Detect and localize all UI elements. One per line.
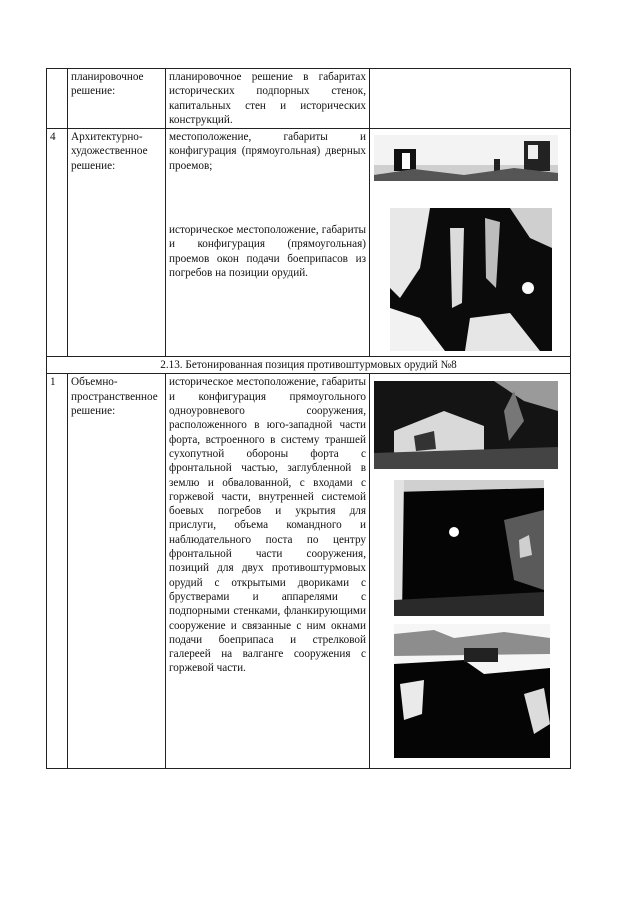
element-description	[166, 374, 370, 769]
row-number: 1	[47, 374, 68, 769]
photo-gun-position-1-image	[374, 381, 558, 469]
row-number	[47, 69, 68, 129]
table-row	[47, 374, 571, 769]
photo-cell	[370, 374, 571, 769]
element-name: Объемно-пространственное решение:	[68, 374, 166, 769]
description-paragraph: местоположение, габариты и конфигурация (прямоугольная) дверных проемов;	[169, 131, 366, 172]
element-description	[166, 129, 370, 357]
photo-cell	[370, 129, 571, 357]
section-heading: 2.13. Бетонированная позиция противоштурмовых орудий №8	[47, 357, 571, 374]
element-description	[166, 69, 370, 129]
element-name: планировочное решение:	[68, 69, 166, 129]
photo-door-openings	[374, 135, 558, 181]
description-paragraph: историческое местоположение, габариты и конфигурация (прямоугольная) проемов окон подачи боеприпасов из погребов на позиции орудий.	[169, 224, 366, 279]
photo-ammo-windows-image	[390, 208, 552, 351]
row-number: 4	[47, 129, 68, 357]
description-paragraph: историческое местоположение, габариты и конфигурация прямоугольного одноуровневого сооружения, расположенного в юго-западной части форта, встроенного в систему траншей сухопутной обороны форта с фронтальной частью, заглубленной в землю и обвалованной, с входами с горжевой части, внутренней системой боевых погребов и укрытия для прислуги, объема командного и наблюдательного поста по центру фронтальной части сооружения, позиций для двух противоштурмовых орудий с открытыми двориками с брустверами и аппарелями с подпорными стенками, фланкирующими сооружение и связанные с ним окнами подачи боеприпаса и стрелковой галереей на валганге сооружения с горжевой части.	[169, 376, 366, 675]
photo-gun-position-3-image	[394, 624, 550, 758]
photo-gun-position-2-image	[394, 480, 544, 616]
photo-cell	[370, 69, 571, 129]
photo-ammo-windows	[390, 208, 552, 351]
photo-gun-position-2	[394, 480, 544, 616]
table-row	[47, 357, 571, 374]
photo-gun-position-1	[374, 381, 558, 469]
heritage-table	[46, 68, 571, 769]
photo-door-openings-image	[374, 135, 558, 181]
description-paragraph: планировочное решение в габаритах исторических подпорных стенок, капитальных стен и исторических конструкций.	[169, 71, 366, 126]
element-name: Архитектурно-художественное решение:	[68, 129, 166, 357]
photo-gun-position-3	[394, 624, 550, 758]
table-row	[47, 69, 571, 129]
table-row	[47, 129, 571, 357]
